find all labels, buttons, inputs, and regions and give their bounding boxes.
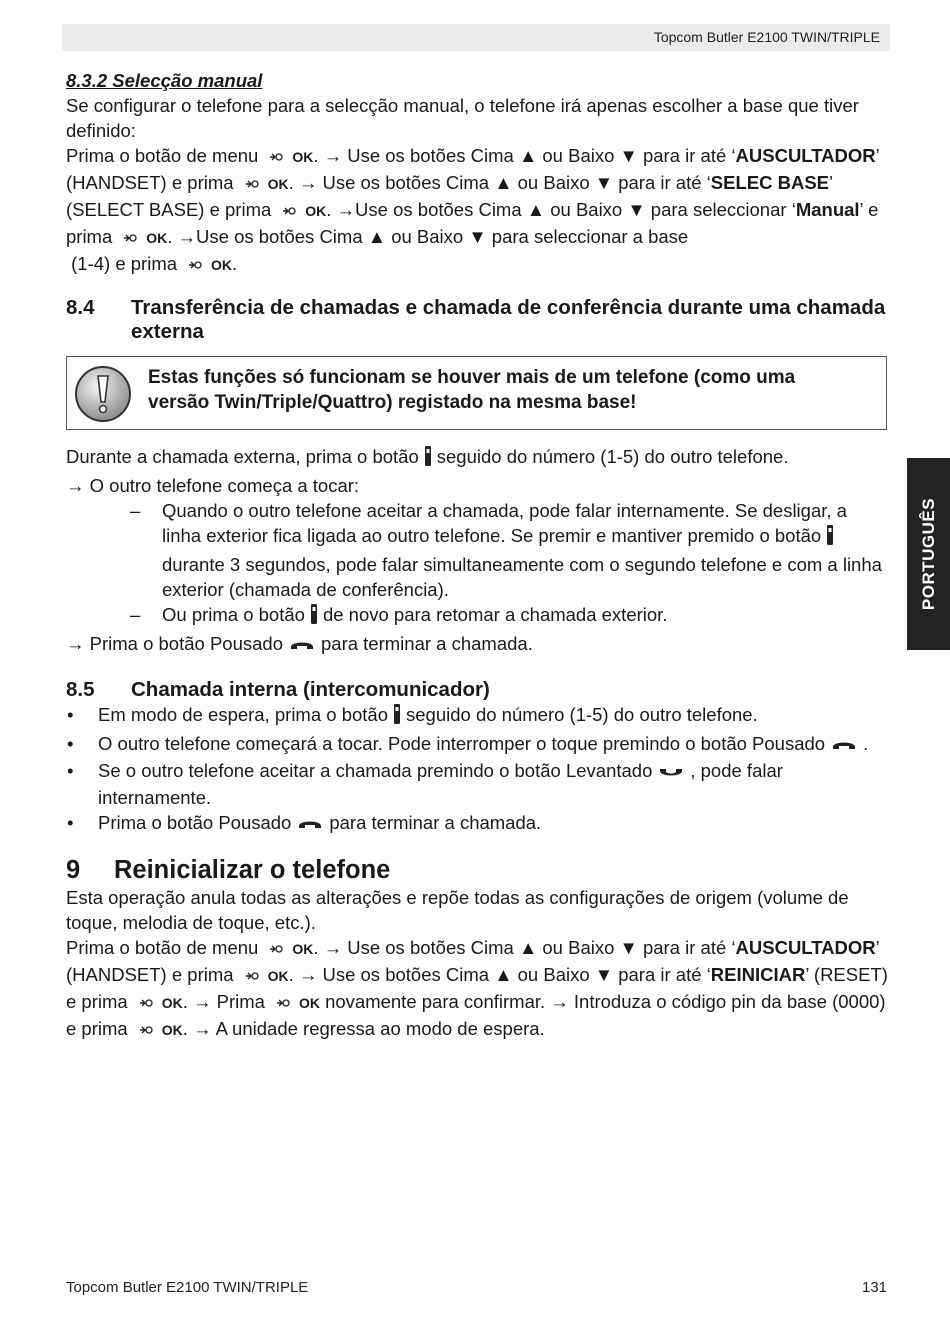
menu-key-icon [138, 990, 154, 1015]
section-84-title: Transferência de chamadas e chamada de conferência durante uma chamada externa [131, 296, 886, 343]
off-hook-phone-icon [658, 760, 684, 785]
section-84-number: 8.4 [66, 296, 95, 319]
intercom-handset-icon [424, 445, 432, 473]
list-item: – Ou prima o botão de novo para retomar a chamada exterior. [130, 602, 891, 631]
intercom-handset-icon [826, 524, 834, 552]
section-85-heading [66, 678, 891, 702]
menu-key-icon [268, 144, 284, 169]
on-hook-phone-icon [297, 812, 323, 837]
section-9-heading [66, 855, 891, 885]
menu-key-icon [244, 963, 260, 988]
menu-key-icon [138, 1017, 154, 1042]
footer-title: Topcom Butler E2100 TWIN/TRIPLE [66, 1279, 309, 1296]
section-84-heading [66, 296, 891, 344]
menu-key-icon [122, 225, 138, 250]
page-content [66, 68, 891, 1043]
language-tab-label: PORTUGUÊS [918, 497, 938, 611]
on-hook-phone-icon [831, 733, 857, 758]
header-title: Topcom Butler E2100 TWIN/TRIPLE [653, 29, 880, 45]
list-item: • Em modo de espera, prima o botão seguido do número (1-5) do outro telefone. [66, 702, 891, 731]
list-item: – Quando o outro telefone aceitar a chamada, pode falar internamente. Se desligar, a linha exterior fica ligada ao outro telefone. Se premir e mantiver premido o botãodurante 3 segundos, pode falar simultaneamente com o segundo telefone e com a linha exterior (chamada de conferência). [130, 500, 882, 600]
page-header [62, 24, 890, 51]
intercom-handset-icon [393, 703, 401, 731]
on-hook-phone-icon [289, 633, 315, 658]
section-9-intro: Esta operação anula todas as alterações e repõe todas as configurações de origem (volume de toque, melodia de toque, etc.). [66, 887, 849, 933]
section-832-heading: 8.3.2 Selecção manual [66, 70, 263, 91]
language-tab [907, 458, 950, 650]
transfer-instruction: Durante a chamada externa, prima o botão seguido do número (1-5) do outro telefone. [66, 444, 891, 473]
page-number: 131 [862, 1279, 888, 1296]
menu-key-icon [244, 171, 260, 196]
section-832-steps: Prima o botão de menu OK. → Use os botões Cima ▲ ou Baixo ▼ para ir até ‘AUSCULTADOR’ (HANDSET) e prima OK. → Use os botões Cima ▲ ou Baixo ▼ para ir até ‘SELEC BASE’ (SELECT BASE) e prima OK. →Use os botões Cima ▲ ou Baixo ▼ para seleccionar ‘Manual’ e prima OK. →Use os botões Cima ▲ ou Baixo ▼ para seleccionar a base [66, 143, 891, 251]
list-item: • O outro telefone começará a tocar. Pode interromper o toque premindo o botão Pousado . [66, 731, 891, 758]
section-85-number: 8.5 [66, 678, 95, 701]
section-9-number: 9 [66, 856, 81, 884]
list-item: • Se o outro telefone aceitar a chamada premindo o botão Levantado , pode falar internamente. [67, 760, 783, 808]
transfer-ringing-note: → O outro telefone começa a tocar: [66, 475, 360, 496]
menu-key-icon [275, 990, 291, 1015]
warning-note-box [66, 356, 887, 430]
section-85-title: Chamada interna (intercomunicador) [131, 678, 490, 701]
section-9-title: Reinicializar o telefone [114, 856, 391, 884]
menu-key-icon [281, 198, 297, 223]
transfer-end-call: → Prima o botão Pousado para terminar a chamada. [66, 631, 891, 658]
exclamation-warning-icon [73, 364, 133, 430]
section-832-intro: Se configurar o telefone para a selecção manual, o telefone irá apenas escolher a base que tiver definido: [66, 95, 859, 141]
section-832-base-select: (1-4) e prima OK. [66, 251, 891, 278]
section-9-steps: Prima o botão de menu OK. → Use os botões Cima ▲ ou Baixo ▼ para ir até ‘AUSCULTADOR’ (HANDSET) e prima OK. → Use os botões Cima ▲ ou Baixo ▼ para ir até ‘REINICIAR’ (RESET) e prima OK. → Prima OK novamente para confirmar. → Introduza o código pin da base (0000) e prima OK. → A unidade regressa ao modo de espera. [66, 935, 891, 1043]
menu-key-icon [268, 936, 284, 961]
intercom-handset-icon [310, 603, 318, 631]
menu-key-icon [187, 252, 203, 277]
warning-note-text: Estas funções só funcionam se houver mais de um telefone (como uma versão Twin/Triple/Quattro) registado na mesma base! [148, 367, 796, 413]
list-item: • Prima o botão Pousado para terminar a chamada. [66, 810, 891, 837]
